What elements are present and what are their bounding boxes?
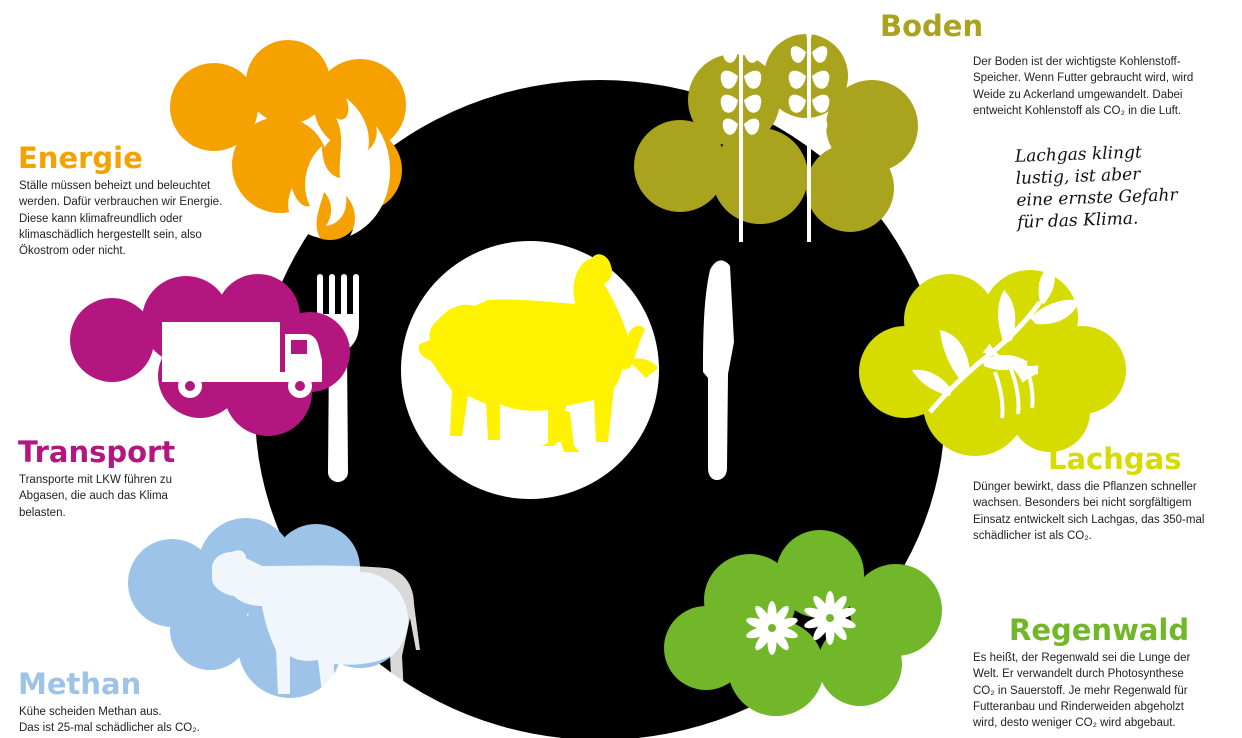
energie-text-line: Ställe müssen beheizt und beleuchtet (19, 180, 211, 192)
boden-cloud (634, 34, 918, 232)
boden-text-line: Der Boden ist der wichtigste Kohlenstoff- (973, 56, 1181, 68)
energie-text-line: Ökostrom oder nicht. (19, 245, 126, 258)
regenwald-text (973, 650, 1190, 731)
lachgas-title: Lachgas (1048, 442, 1182, 476)
handwritten-note (1015, 138, 1240, 234)
energie-text (19, 178, 222, 259)
lachgas-text-line: Dünger bewirkt, dass die Pflanzen schneller (973, 481, 1197, 493)
methan-text (19, 704, 200, 737)
note-line: lustig, ist aber (1015, 164, 1141, 189)
transport-text-line: Transporte mit LKW führen zu (19, 474, 172, 486)
transport-title: Transport (18, 435, 176, 469)
boden-text-line: Speicher. Wenn Futter gebraucht wird, wird (973, 72, 1194, 85)
note-line: eine ernste Gefahr (1016, 185, 1178, 211)
transport-text (19, 472, 172, 521)
transport-text-line: Abgasen, die auch das Klima (19, 490, 168, 503)
regenwald-title: Regenwald (1009, 613, 1190, 647)
lachgas-text-line: wachsen. Besonders bei nicht sorgfältigem (973, 497, 1192, 510)
methan-title: Methan (18, 667, 142, 701)
lachgas-text (973, 479, 1204, 544)
boden-text (973, 54, 1193, 119)
boden-text-line: entweicht Kohlenstoff als CO₂ in die Luft. (973, 104, 1182, 117)
note-line: Lachgas klingt (1014, 142, 1143, 167)
energie-text-line: werden. Dafür verbrauchen wir Energie. (19, 196, 223, 209)
methan-text-line: Das ist 25-mal schädlicher als CO₂. (19, 722, 200, 735)
regenwald-text-line: Welt. Er verwandelt durch Photosynthese (973, 668, 1184, 681)
energie-title: Energie (18, 141, 143, 175)
energie-text-line: klimaschädlich hergestellt sein, also (19, 228, 202, 241)
regenwald-text-line: wird, desto weniger CO₂ wird abgebaut. (973, 717, 1176, 730)
lachgas-text-line: Einsatz entwickelt sich Lachgas, das 350-mal (973, 513, 1205, 526)
regenwald-text-line: CO₂ in Sauerstoff. Je mehr Regenwald für (973, 684, 1188, 697)
lachgas-text-line: schädlicher ist als CO₂. (973, 529, 1092, 542)
regenwald-text-line: Futteranbau und Rinderweiden abgeholzt (973, 700, 1184, 713)
energie-text-line: Diese kann klimafreundlich oder (19, 212, 183, 225)
regenwald-text-line: Es heißt, der Regenwald sei die Lunge der (973, 652, 1191, 664)
methan-text-line: Kühe scheiden Methan aus. (19, 706, 162, 718)
note-line: für das Klima. (1016, 208, 1139, 233)
transport-text-line: belasten. (19, 506, 66, 519)
boden-title: Boden (880, 9, 984, 43)
boden-text-line: Weide zu Ackerland umgewandelt. Dabei (973, 88, 1183, 101)
